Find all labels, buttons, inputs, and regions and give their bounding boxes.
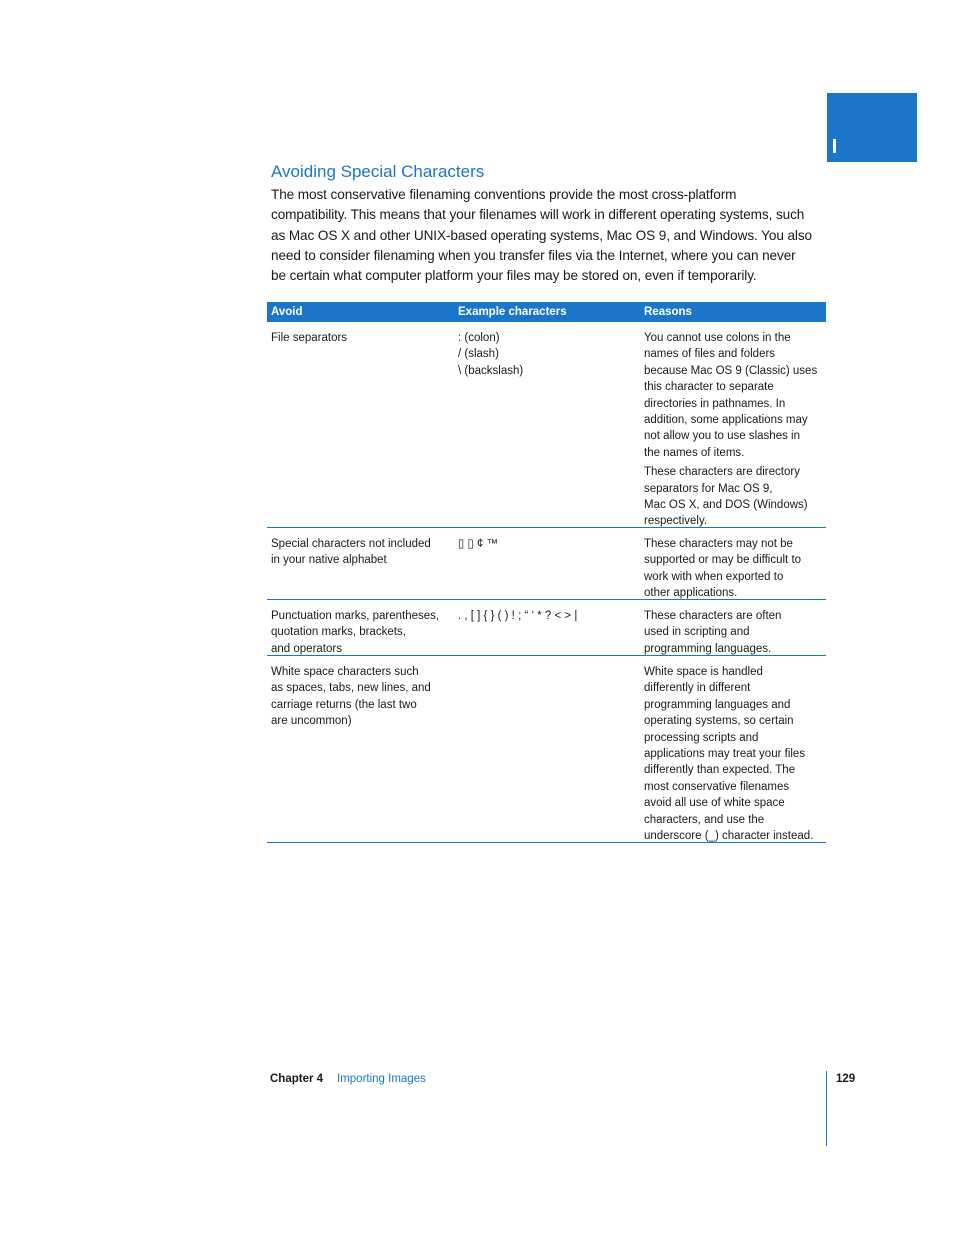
reason-text: work with when exported to — [644, 570, 784, 583]
reasons-cell — [640, 534, 826, 599]
intro-line: need to consider filenaming when you transfer files via the Internet, where you can never — [271, 247, 796, 263]
intro-line: The most conservative filenaming conventions provide the most cross-platform — [271, 187, 737, 202]
example-text: / (slash) — [458, 348, 499, 361]
footer-chapter-label: Chapter 4 — [270, 1073, 324, 1085]
example-text: . , [ ] { } ( ) ! ; “ ‘ * ? < > | — [458, 610, 578, 622]
table-header — [267, 302, 826, 322]
reason-text: directories in pathnames. In — [644, 397, 786, 410]
reason-text: the names of items. — [644, 446, 745, 459]
reason-text: These characters are often — [644, 610, 782, 622]
reasons-cell — [640, 662, 826, 842]
intro-line: compatibility. This means that your filenames will work in different operating systems, such — [271, 207, 805, 223]
reason-text: These characters are directory — [644, 466, 800, 479]
reason-text: other applications. — [644, 587, 738, 600]
special-characters-table — [267, 302, 826, 843]
intro-line: be certain what computer platform your files may be stored on, even if temporarily. — [271, 268, 757, 284]
reason-text: Mac OS X, and DOS (Windows) — [644, 499, 808, 512]
reason-text: You cannot use colons in the — [644, 332, 791, 344]
avoid-text: carriage returns (the last two — [271, 698, 417, 711]
reason-text: differently in different — [644, 682, 751, 695]
reason-text: names of files and folders — [644, 348, 776, 361]
reasons-cell — [640, 606, 826, 655]
avoid-cell — [267, 328, 454, 527]
avoid-text: White space characters such — [271, 666, 419, 678]
reason-text: underscore (_) character instead. — [644, 830, 814, 843]
example-text: \ (backslash) — [458, 364, 524, 377]
footer-divider — [826, 1071, 827, 1146]
examples-cell — [454, 328, 640, 527]
reason-text: this character to separate — [644, 381, 774, 394]
reason-paragraph — [644, 536, 822, 602]
table-row — [267, 656, 826, 843]
reason-paragraph — [644, 664, 822, 844]
reason-paragraph — [644, 330, 822, 461]
reason-paragraph — [644, 608, 822, 657]
reason-text: avoid all use of white space — [644, 797, 785, 810]
avoid-text: and operators — [271, 642, 342, 655]
avoid-text: as spaces, tabs, new lines, and — [271, 682, 431, 695]
avoid-text: quotation marks, brackets, — [271, 626, 406, 639]
avoid-text: in your native alphabet — [271, 554, 387, 567]
header-example-characters: Example characters — [458, 306, 567, 318]
reason-text: characters, and use the — [644, 813, 765, 826]
header-reasons: Reasons — [644, 306, 692, 318]
reason-text: most conservative filenames — [644, 780, 790, 793]
examples-cell — [454, 606, 640, 655]
avoid-cell — [267, 606, 454, 655]
example-text: : (colon) — [458, 332, 500, 344]
reason-text: respectively. — [644, 515, 708, 528]
section-title: Avoiding Special Characters — [271, 162, 485, 181]
reason-text: separators for Mac OS 9, — [644, 482, 773, 495]
reason-text: because Mac OS 9 (Classic) uses — [644, 364, 818, 377]
avoid-text: are uncommon) — [271, 715, 352, 728]
avoid-cell — [267, 662, 454, 842]
reason-text: applications may treat your files — [644, 748, 806, 761]
reason-text: supported or may be difficult to — [644, 554, 802, 567]
chapter-tab — [827, 93, 917, 162]
reason-text: addition, some applications may — [644, 414, 808, 427]
reasons-cell — [640, 328, 826, 527]
table-row — [267, 600, 826, 656]
header-avoid: Avoid — [271, 306, 303, 318]
reason-text: programming languages. — [644, 642, 772, 655]
examples-cell — [454, 662, 640, 842]
footer-chapter-title: Importing Images — [337, 1073, 426, 1085]
page-number: 129 — [836, 1073, 856, 1085]
examples-cell — [454, 534, 640, 599]
reason-text: not allow you to use slashes in — [644, 430, 800, 443]
reason-text: These characters may not be — [644, 538, 793, 550]
chapter-tab-mark-icon — [833, 139, 836, 153]
avoid-cell — [267, 534, 454, 599]
avoid-text: Punctuation marks, parentheses, — [271, 610, 440, 622]
reason-text: used in scripting and — [644, 626, 750, 639]
reason-text: White space is handled — [644, 666, 763, 678]
reason-text: programming languages and — [644, 698, 791, 711]
avoid-text: Special characters not included — [271, 538, 431, 550]
reason-text: processing scripts and — [644, 731, 759, 744]
reason-text: operating systems, so certain — [644, 715, 794, 728]
intro-paragraph — [271, 185, 827, 286]
intro-line: as Mac OS X and other UNIX-based operating systems, Mac OS 9, and Windows. You also — [271, 227, 813, 243]
table-row — [267, 322, 826, 528]
avoid-text: File separators — [271, 332, 348, 344]
table-row — [267, 528, 826, 600]
reason-paragraph — [644, 464, 822, 530]
reason-text: differently than expected. The — [644, 764, 796, 777]
example-text: ▯ ▯ ¢ ™ — [458, 538, 499, 550]
